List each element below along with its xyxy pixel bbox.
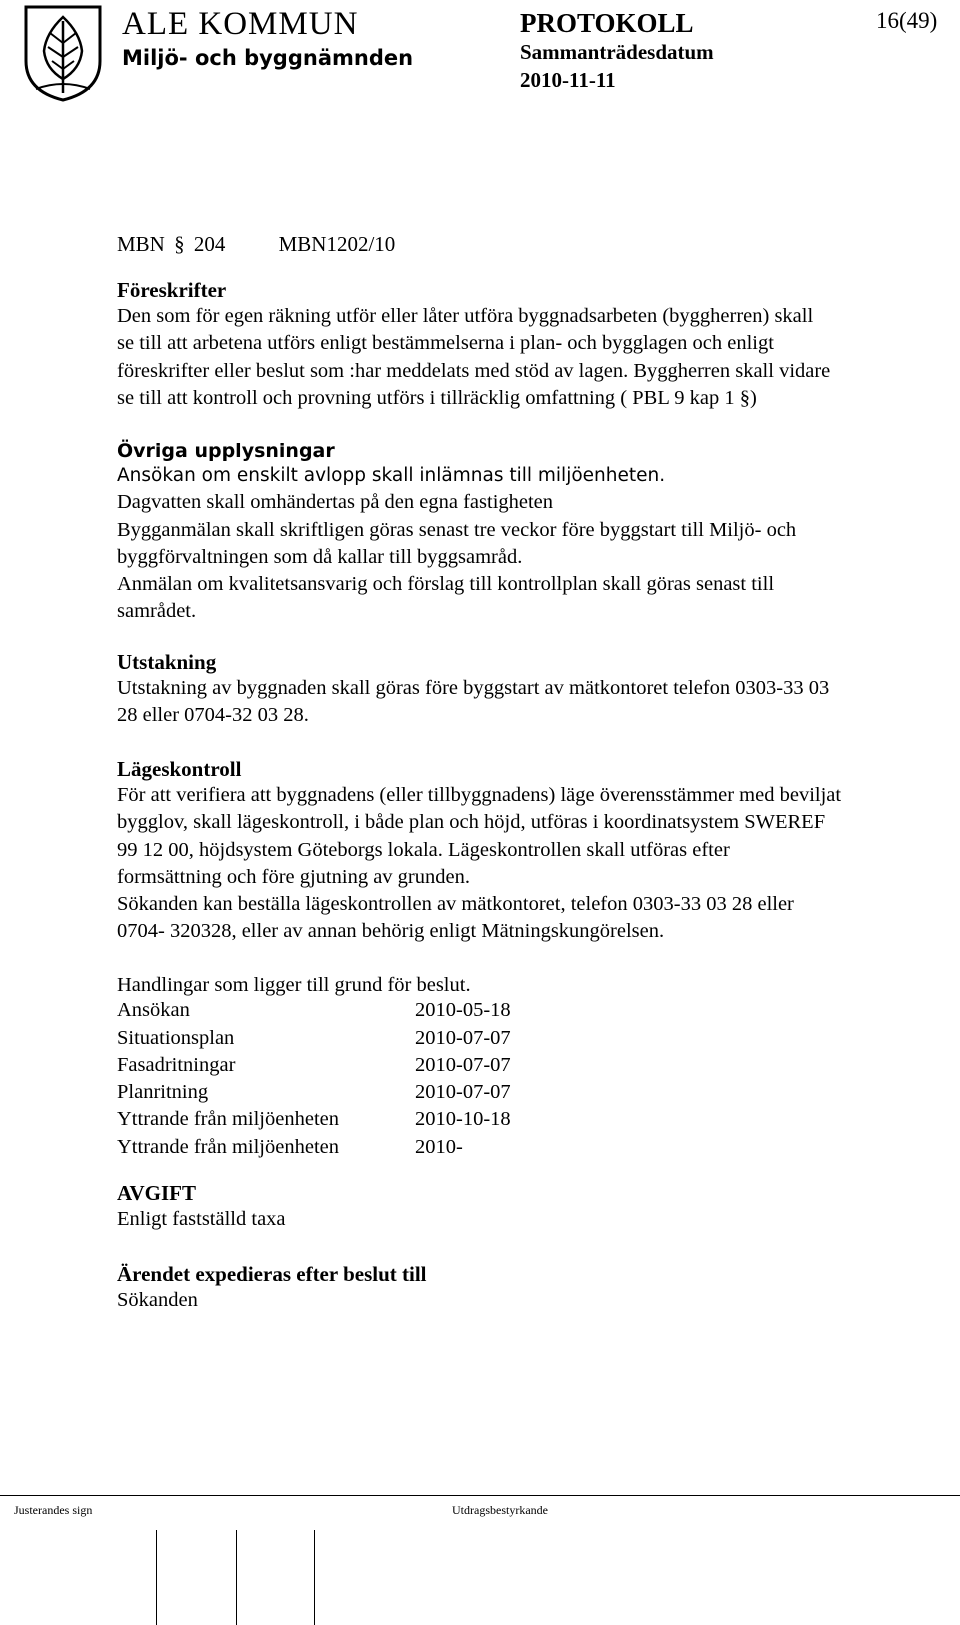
section-heading: AVGIFT [117,1181,196,1205]
signature-box-divider [314,1530,315,1625]
table-row [117,1054,511,1081]
document-name: Ansökan [117,999,190,1022]
text-line: Utstakning av byggnaden skall göras före byggstart av mätkontoret telefon 0303-33 03 [117,677,830,699]
text-line: byggförvaltningen som då kallar till byggsamråd. [117,545,523,568]
footer-divider [0,1495,960,1496]
text-line: Den som för egen räkning utför eller låter utföra byggnadsarbeten (byggherren) skall [117,305,814,327]
document-date: 2010- [415,1135,463,1158]
section-foreskrifter [117,278,937,412]
documents-table [117,999,511,1163]
text-line: 0704- 320328, eller av annan behörig enligt Mätningskungörelsen. [117,920,665,943]
text-line: se till att kontroll och provning utförs i tillräcklig omfattning ( PBL 9 kap 1 §) [117,386,757,409]
document-date: 2010-05-18 [415,999,511,1022]
footer-sign-label: Justerandes sign [14,1503,93,1517]
table-row [117,1081,511,1108]
text-line: 28 eller 0704-32 03 28. [117,704,309,727]
table-row [117,1027,511,1054]
case-paragraph: 204 [193,232,226,256]
document-date: 2010-07-07 [415,1053,511,1076]
table-row [117,1108,511,1135]
case-reference-line [117,232,395,257]
meeting-date-label: Sammanträdesdatum [520,40,714,64]
signature-box-divider [236,1530,237,1625]
text-line: Sökanden kan beställa lägeskontrollen av mätkontoret, telefon 0303-33 03 28 eller [117,893,794,916]
section-utstakning [117,650,937,730]
document-name: Situationsplan [117,1026,235,1049]
text-line: Dagvatten skall omhändertas på den egna fastigheten [117,491,554,514]
paragraph-text: Sökanden [117,1289,198,1311]
document-name: Planritning [117,1081,209,1104]
text-line: Ansökan om enskilt avlopp skall inlämnas till miljöenheten. [117,465,666,486]
table-row [117,1136,511,1163]
text-line: Bygganmälan skall skriftligen göras senast tre veckor före byggstart till Miljö- och [117,518,797,541]
section-heading: Övriga upplysningar [117,440,335,462]
org-name: ALE KOMMUN [122,6,359,42]
text-line: För att verifiera att byggnadens (eller tillbyggnadens) läge överensstämmer med beviljat [117,784,842,806]
page-number: 16(49) [876,8,938,33]
case-reference: MBN1202/10 [278,232,396,256]
section-lageskontroll [117,757,937,946]
section-heading: Utstakning [117,650,217,674]
section-avgift [117,1181,937,1233]
document-date: 2010-07-07 [415,1026,511,1049]
section-mark-icon: § [174,232,185,256]
documents-intro: Handlingar som ligger till grund för beslut. [117,974,471,996]
signature-box-divider [156,1530,157,1625]
paragraph-text: Enligt fastställd taxa [117,1208,286,1230]
text-line: samrådet. [117,600,197,623]
document-name: Fasadritningar [117,1053,236,1076]
footer-extract-label: Utdragsbestyrkande [452,1503,548,1517]
text-line: formsättning och före gjutning av grunden. [117,865,470,888]
section-heading: Ärendet expedieras efter beslut till [117,1262,427,1286]
paragraph-text [117,782,937,946]
department-name: Miljö- och byggnämnden [122,46,414,70]
document-date: 2010-07-07 [415,1081,511,1104]
table-row [117,999,511,1026]
text-line: Anmälan om kvalitetsansvarig och förslag till kontrollplan skall göras senast till [117,573,775,596]
text-line: se till att arbetena utförs enligt bestämmelserna i plan- och bygglagen och enligt [117,332,774,355]
paragraph-text [117,303,937,412]
leaf-crest-icon [22,3,104,103]
text-line: föreskrifter eller beslut som :har meddelats med stöd av lagen. Byggherren skall vidare [117,359,831,382]
meeting-date: 2010-11-11 [520,68,616,92]
text-line: 99 12 00, höjdsystem Göteborgs lokala. Lägeskontrollen skall utföras efter [117,838,730,861]
text-line: bygglov, skall lägeskontroll, i både plan och höjd, utföras i koordinatsystem SWEREF [117,811,826,834]
section-heading: Lägeskontroll [117,757,242,781]
section-ovriga-upplysningar [117,440,937,626]
paragraph-text [117,462,937,626]
municipal-crest-logo [22,3,104,103]
document-date: 2010-10-18 [415,1108,511,1131]
doc-type: PROTOKOLL [520,8,694,38]
document-name: Yttrande från miljöenheten [117,1135,339,1158]
document-name: Yttrande från miljöenheten [117,1108,339,1131]
paragraph-text [117,675,937,730]
case-board: MBN [117,232,165,256]
section-handlingar [117,972,937,1163]
section-expedieras [117,1262,937,1314]
section-heading: Föreskrifter [117,278,227,302]
